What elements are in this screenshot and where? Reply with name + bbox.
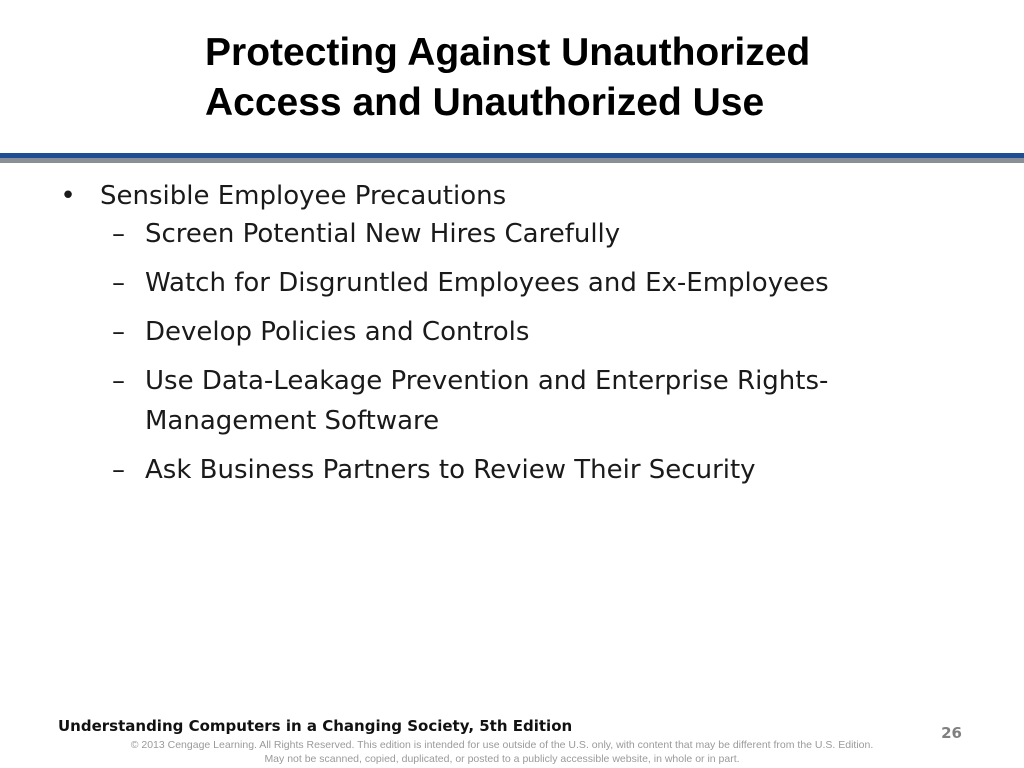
- slide-title-line-1: Protecting Against Unauthorized: [205, 31, 811, 74]
- copyright-line-1: © 2013 Cengage Learning. All Rights Reserved. This edition is intended for use outside of the U.S. only, with content that may be different from the U.S. Edition.: [130, 739, 874, 751]
- sub-item-text: Screen Potential New Hires Carefully: [145, 219, 621, 249]
- slide-title: [205, 28, 1005, 128]
- bullet-text: Sensible Employee Precautions: [100, 181, 507, 211]
- sub-item-3: [58, 312, 958, 352]
- sub-item-2: [58, 263, 958, 303]
- sub-item-text: Develop Policies and Controls: [145, 317, 530, 347]
- dash-icon: –: [112, 268, 125, 298]
- slide-title-line-2: Access and Unauthorized Use: [205, 81, 765, 124]
- copyright-notice: [0, 738, 1004, 766]
- sub-item-1: [58, 214, 958, 254]
- bullet-item: [58, 178, 958, 214]
- copyright-line-2: May not be scanned, copied, duplicated, or posted to a publicly accessible website, in whole or in part.: [264, 753, 740, 765]
- dash-icon: –: [112, 366, 125, 396]
- footer-book-title: Understanding Computers in a Changing Society, 5th Edition: [58, 717, 573, 735]
- dash-icon: –: [112, 455, 125, 485]
- dash-icon: –: [112, 317, 125, 347]
- title-divider-secondary: [0, 158, 1024, 163]
- dash-icon: –: [112, 219, 125, 249]
- sub-item-text: Use Data-Leakage Prevention and Enterprise Rights-Management Software: [145, 366, 829, 436]
- sub-item-5: [58, 450, 958, 490]
- bullet-icon: •: [60, 181, 76, 211]
- sub-item-4: [58, 361, 958, 441]
- sub-item-text: Watch for Disgruntled Employees and Ex-Employees: [145, 268, 829, 298]
- page-number: 26: [941, 724, 962, 742]
- slide-body: [58, 178, 958, 490]
- sub-item-text: Ask Business Partners to Review Their Security: [145, 455, 756, 485]
